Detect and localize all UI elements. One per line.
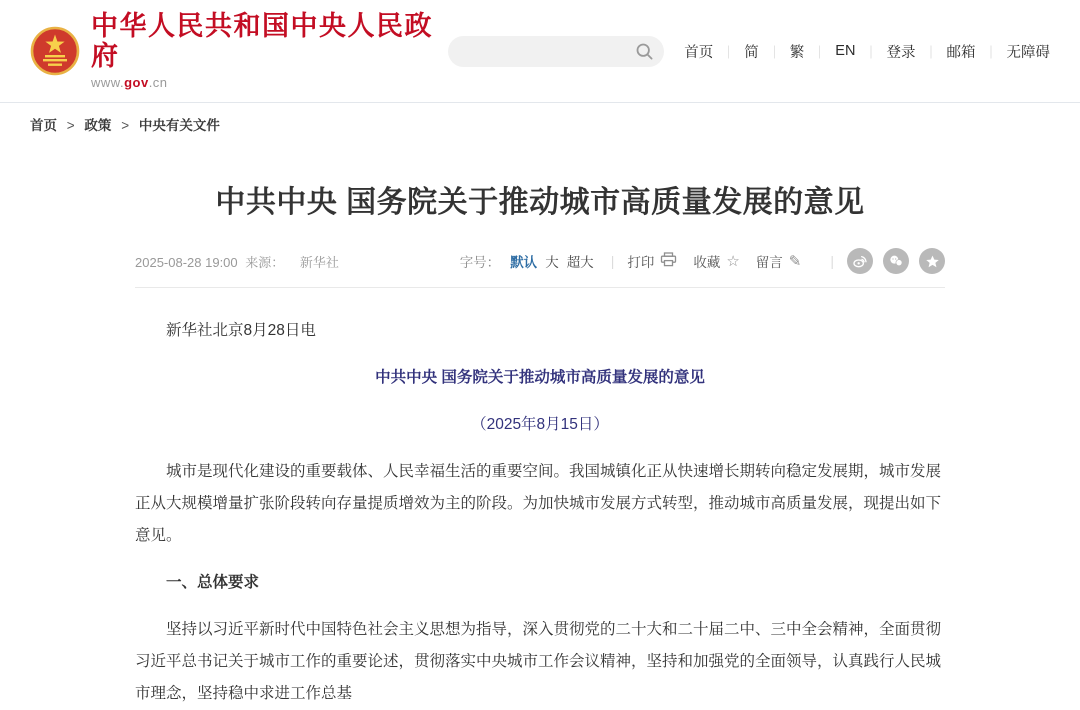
toolbar-separator: | [830,253,834,269]
search-input[interactable] [462,43,635,60]
font-size-label: 字号： [459,255,501,270]
nav-separator: ｜ [813,44,827,60]
breadcrumb-policy[interactable]: 政策 [84,118,112,133]
nav-separator: ｜ [864,44,878,60]
printer-icon [660,252,677,270]
font-size-xlarge[interactable]: 超大 [566,255,594,270]
site-title: 中华人民共和国中央人民政府 [91,10,433,71]
site-logo[interactable] [30,12,448,90]
nav-separator: ｜ [984,44,998,60]
breadcrumb-home[interactable]: 首页 [30,118,57,133]
dateline: 新华社北京8月28日电 [166,322,316,339]
nav-separator: ｜ [722,44,736,60]
weibo-icon[interactable] [847,248,873,274]
page-title: 中共中央 国务院关于推动城市高质量发展的意见 [215,186,865,219]
article-toolbar [460,248,945,274]
nav-home[interactable]: 首页 [684,44,714,61]
comment-button[interactable]: 留言 ✎ [755,252,802,270]
favorite-button[interactable]: 收藏 ☆ [693,252,740,270]
publish-datetime: 2025-08-28 19:00 [135,254,238,270]
nav-login[interactable]: 登录 [886,44,916,61]
print-button[interactable]: 打印 [627,251,677,271]
document-title: 中共中央 国务院关于推动城市高质量发展的意见 [375,369,705,386]
nav-english[interactable]: EN [835,43,856,59]
nav-simplified[interactable]: 简 [744,44,759,61]
star-icon: ☆ [726,252,740,270]
paragraph: 坚持以习近平新时代中国特色社会主义思想为指导，深入贯彻党的二十大和二十届二中、三中全会精神，全面贯彻习近平总书记关于城市工作的重要论述，贯彻落实中央城市工作会议精神，坚持和加强党的全面领导，认真践行人民城市理念，坚持稳中求进工作总基 [135,621,942,702]
article [135,177,945,710]
nav-accessibility[interactable]: 无障碍 [1006,44,1050,61]
share-buttons [847,248,945,274]
pencil-icon: ✎ [788,252,802,270]
site-header [0,0,1080,103]
font-size-default[interactable]: 默认 [510,255,538,270]
site-url: www.gov.cn [91,75,168,91]
document-date: （2025年8月15日） [471,416,609,433]
wechat-icon[interactable] [883,248,909,274]
source-label: 来源： [245,254,285,270]
article-meta [135,252,343,271]
national-emblem-icon [30,26,80,76]
nav-separator: ｜ [767,44,781,60]
nav-mail[interactable]: 邮箱 [946,44,976,61]
article-body [135,315,945,710]
nav-separator: ｜ [924,44,938,60]
font-size-large[interactable]: 大 [545,255,559,270]
qzone-icon[interactable] [919,248,945,274]
breadcrumb [0,103,1080,144]
header-nav [684,41,1050,62]
paragraph: 城市是现代化建设的重要载体、人民幸福生活的重要空间。我国城镇化正从快速增长期转向稳定发展期，城市发展正从大规模增量扩张阶段转向存量提质增效为主的阶段。为加快城市发展方式转型，推动城市高质量发展，现提出如下意见。 [135,463,942,544]
search-icon[interactable] [635,42,654,61]
breadcrumb-separator: > [66,118,75,133]
source-name: 新华社 [299,254,339,270]
nav-traditional[interactable]: 繁 [789,44,805,61]
breadcrumb-separator: > [121,118,130,133]
breadcrumb-current: 中央有关文件 [138,118,220,133]
article-meta-row [135,248,945,288]
toolbar-separator: | [610,253,615,269]
section-heading: 一、总体要求 [166,574,260,591]
search-box[interactable] [448,36,664,67]
